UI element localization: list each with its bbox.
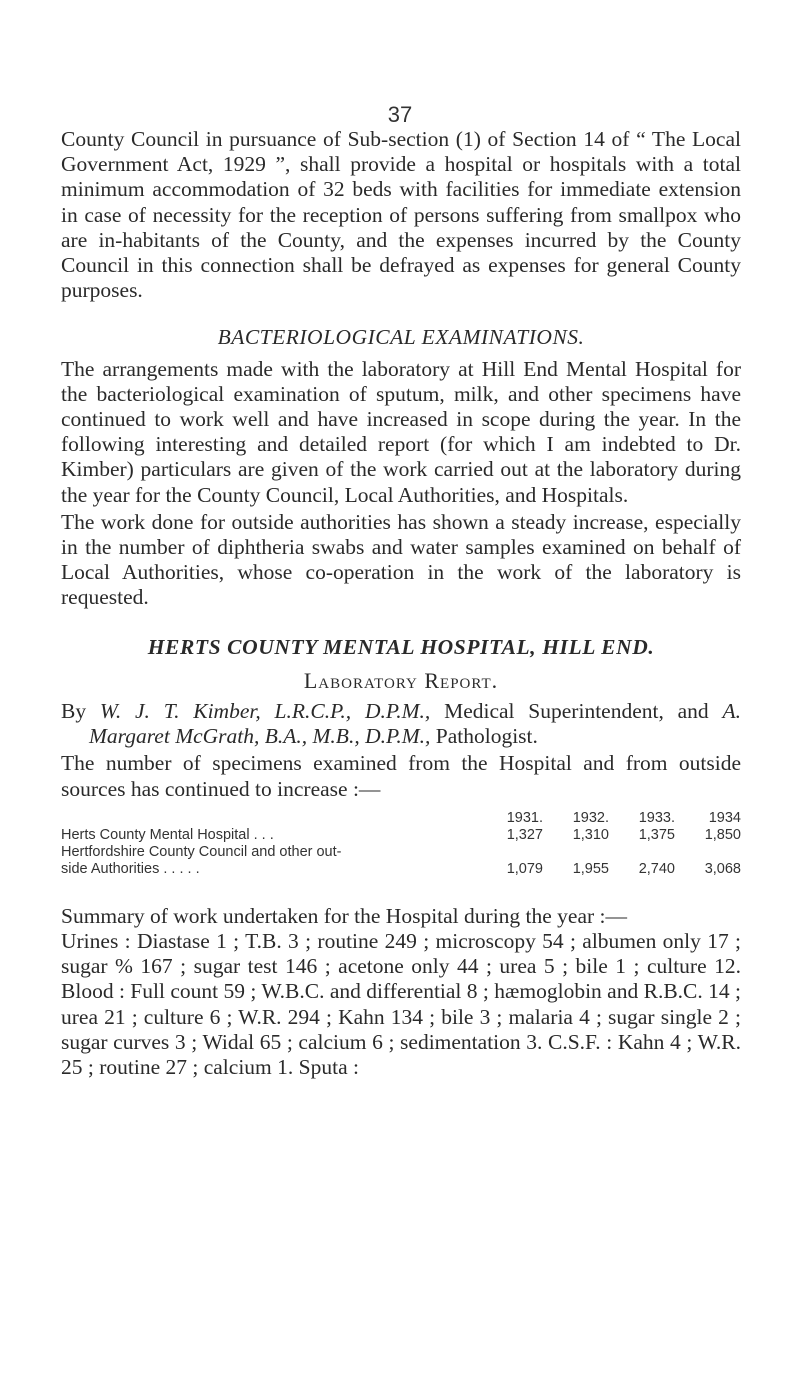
author-2-role: Pathologist. — [435, 724, 538, 749]
author-2: A. Margaret McGrath, B.A., M.B., D.P.M., — [89, 699, 741, 749]
table-cell: 1,375 — [638, 826, 675, 843]
table-row — [61, 844, 741, 861]
intro-paragraph: County Council in pursuance of Sub-section (1) of Section 14 of “ The Local Government Act, 1929 ”, shall provide a hospital or hospitals with a total minimum accommodation of 32 beds with facilities for immediate extension in case of necessity for the reception of persons suffering from smallpox who are in-habitants of the County, and the expenses incurred by the County Council in this connection shall be defrayed as expenses for general County purposes. — [61, 127, 741, 303]
bacteriological-paragraph-2: The work done for outside authorities has shown a steady increase, especially in the number of diphtheria swabs and water samples examined on behalf of Local Authorities, whose co-operation in the work of the laboratory is requested. — [61, 509, 741, 610]
hospital-heading: HERTS COUNTY MENTAL HOSPITAL, HILL END. — [147, 634, 655, 659]
table-cell: 3,068 — [704, 860, 741, 877]
table-row — [61, 861, 741, 878]
summary-intro: Summary of work undertaken for the Hospital during the year :— — [61, 903, 628, 928]
by-prefix: By — [61, 699, 87, 724]
year-header: 1932. — [572, 809, 609, 826]
byline — [61, 699, 741, 749]
page-content — [61, 127, 741, 1080]
laboratory-report-heading: Laboratory Report. — [303, 667, 499, 693]
table-cell: 1,327 — [506, 826, 543, 843]
table-cell: 1,079 — [506, 860, 543, 877]
author-1-role: Medical Superintendent, and — [444, 699, 709, 724]
table-header-row — [61, 810, 741, 827]
row-label: Herts County Mental Hospital . . . — [61, 826, 274, 843]
bacteriological-paragraph-1: The arrangements made with the laboratory at Hill End Mental Hospital for the bacteriological examination of sputum, milk, and other specimens have continued to work well and have increased in scope during the year. In the following interesting and detailed report (for which I am indebted to Dr. Kimber) particulars are given of the work carried out at the laboratory during the year for the County Council, Local Authorities, and Hospitals. — [61, 356, 741, 507]
table-cell: 1,310 — [572, 826, 609, 843]
row-label-line-2: side Authorities . . . . . — [61, 860, 200, 877]
row-label-line-1: Hertfordshire County Council and other out- — [61, 843, 342, 860]
year-header: 1934 — [708, 809, 741, 826]
specimens-table — [61, 810, 741, 878]
bacteriological-heading: BACTERIOLOGICAL EXAMINATIONS. — [217, 325, 585, 350]
summary-detail: Urines : Diastase 1 ; T.B. 3 ; routine 249 ; microscopy 54 ; albumen only 17 ; sugar % 167 ; sugar test 146 ; acetone only 44 ; urea 5 ; bile 1 ; culture 12. Blood : Full count 59 ; W.B.C. and differential 8 ; hæmoglobin and R.B.C. 14 ; urea 21 ; culture 6 ; W.R. 294 ; Kahn 134 ; bile 3 ; malaria 4 ; sugar single 2 ; sugar curves 3 ; Widal 65 ; calcium 6 ; sedimentation 3. C.S.F. : Kahn 4 ; W.R. 25 ; routine 27 ; calcium 1. Sputa : — [61, 929, 741, 1080]
author-1: W. J. T. Kimber, L.R.C.P., D.P.M., — [99, 699, 431, 724]
year-header: 1931. — [506, 809, 543, 826]
table-row — [61, 827, 741, 844]
table-cell: 1,955 — [572, 860, 609, 877]
specimens-intro: The number of specimens examined from the Hospital and from outside sources has continued to increase :— — [61, 751, 741, 801]
table-cell: 2,740 — [638, 860, 675, 877]
year-header: 1933. — [638, 809, 675, 826]
table-cell: 1,850 — [704, 826, 741, 843]
page-number: 37 — [387, 102, 413, 127]
table-header-blank — [61, 810, 477, 827]
